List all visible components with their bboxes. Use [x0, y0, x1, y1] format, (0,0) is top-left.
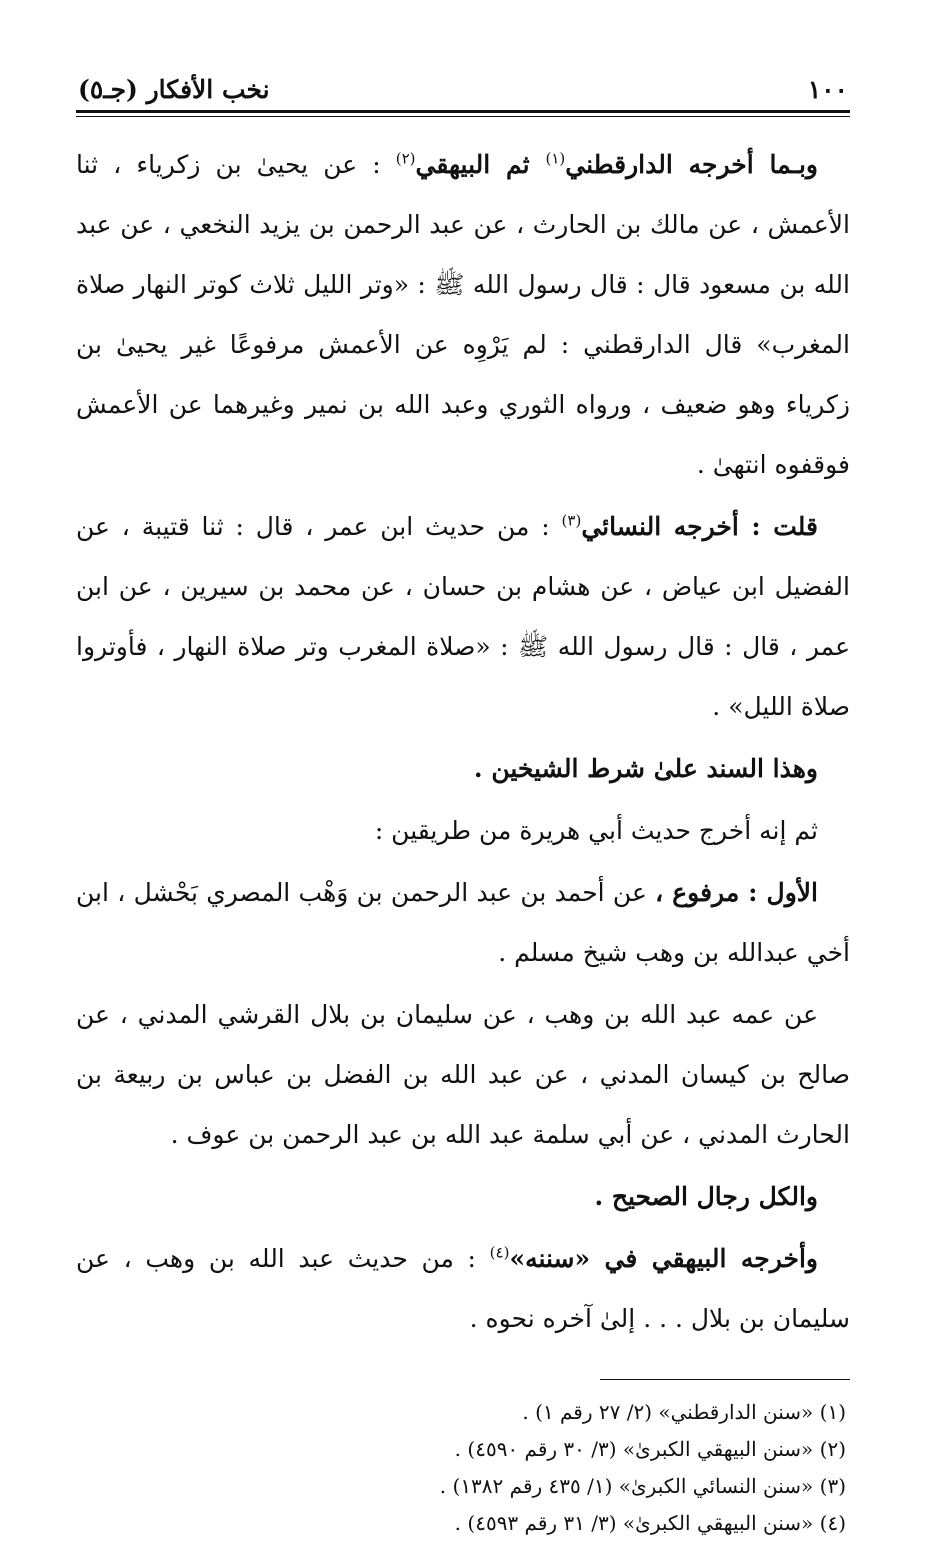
footnote-reference: (١) — [545, 149, 566, 168]
text-run: : عن يحيىٰ بن زكرياء ، ثنا الأعمش ، عن مالك بن الحارث ، عن عبد الرحمن بن يزيد النخعي ، عن عبد الله بن مسعود قال : قال رسول الله ﷺ : «وتر الليل ثلاث كوتر النهار صلاة المغرب» قال الدارقطني : لم يَرْوِه عن الأعمش مرفوعًا غير يحيىٰ بن زكرياء وهو ضعيف ، ورواه الثوري وعبد الله بن نمير وغيرهما عن الأعمش فوقفوه انتهىٰ . — [76, 150, 850, 479]
bold-lead-text: والكل رجال الصحيح . — [594, 1182, 818, 1211]
footnote-reference: (٤) — [489, 1243, 510, 1262]
bold-lead-text: وهذا السند علىٰ شرط الشيخين . — [473, 754, 818, 783]
page-number: ١٠٠ — [807, 75, 848, 104]
footnote-separator — [600, 1379, 850, 1380]
paragraph — [76, 1229, 850, 1349]
bold-lead-text: وبـما أخرجه الدارقطني — [565, 150, 818, 179]
footnotes — [76, 1394, 850, 1542]
paragraph — [76, 863, 850, 983]
paragraph — [76, 739, 850, 799]
text-run: : من حديث عبد الله بن وهب ، عن سليمان بن بلال . . . إلىٰ آخره نحوه . — [76, 1244, 850, 1333]
text-run: عن أحمد بن عبد الرحمن بن وَهْب المصري بَحْشل ، ابن أخي عبدالله بن وهب شيخ مسلم . — [76, 878, 850, 967]
bold-lead-text: الأول : مرفوع ، — [655, 878, 818, 907]
footnote-3: (٣) «سنن النسائي الكبرىٰ» (١/ ٤٣٥ رقم ١٣٨٢) . — [439, 1474, 846, 1498]
bold-lead-text: قلت : أخرجه النسائي — [581, 512, 818, 541]
text-run: عن عمه عبد الله بن وهب ، عن سليمان بن بلال القرشي المدني ، عن صالح بن كيسان المدني ، عن عبد الله بن الفضل بن عباس بن ربيعة بن الحارث المدني ، عن أبي سلمة عبد الله بن عبد الرحمن بن عوف . — [76, 1000, 850, 1149]
paragraph — [76, 801, 850, 861]
main-text — [76, 135, 850, 1349]
bold-lead-text: ثم البيهقي — [415, 150, 546, 179]
paragraph — [76, 497, 850, 737]
footnote-1: (١) «سنن الدارقطني» (٢/ ٢٧ رقم ١) . — [522, 1400, 846, 1424]
footnote-reference: (٢) — [395, 149, 416, 168]
paragraph — [76, 985, 850, 1165]
footnote-reference: (٣) — [561, 511, 582, 530]
paragraph — [76, 135, 850, 495]
text-run: : من حديث ابن عمر ، قال : ثنا قتيبة ، عن الفضيل ابن عياض ، عن هشام بن حسان ، عن محمد بن سيرين ، عن ابن عمر ، قال : قال رسول الله ﷺ : «صلاة المغرب وتر صلاة النهار ، فأوتروا صلاة الليل» . — [76, 512, 850, 721]
header-rule — [76, 110, 850, 117]
paragraph — [76, 1167, 850, 1227]
book-title: نخب الأفكار (جـ٥) — [78, 75, 270, 104]
bold-lead-text: وأخرجه البيهقي في «سننه» — [509, 1244, 818, 1273]
footnote-4: (٤) «سنن البيهقي الكبرىٰ» (٣/ ٣١ رقم ٤٥٩٣) . — [454, 1511, 846, 1535]
footnote-2: (٢) «سنن البيهقي الكبرىٰ» (٣/ ٣٠ رقم ٤٥٩٠) . — [454, 1437, 846, 1461]
page-header — [76, 64, 850, 110]
text-run: ثم إنه أخرج حديث أبي هريرة من طريقين : — [374, 816, 818, 845]
